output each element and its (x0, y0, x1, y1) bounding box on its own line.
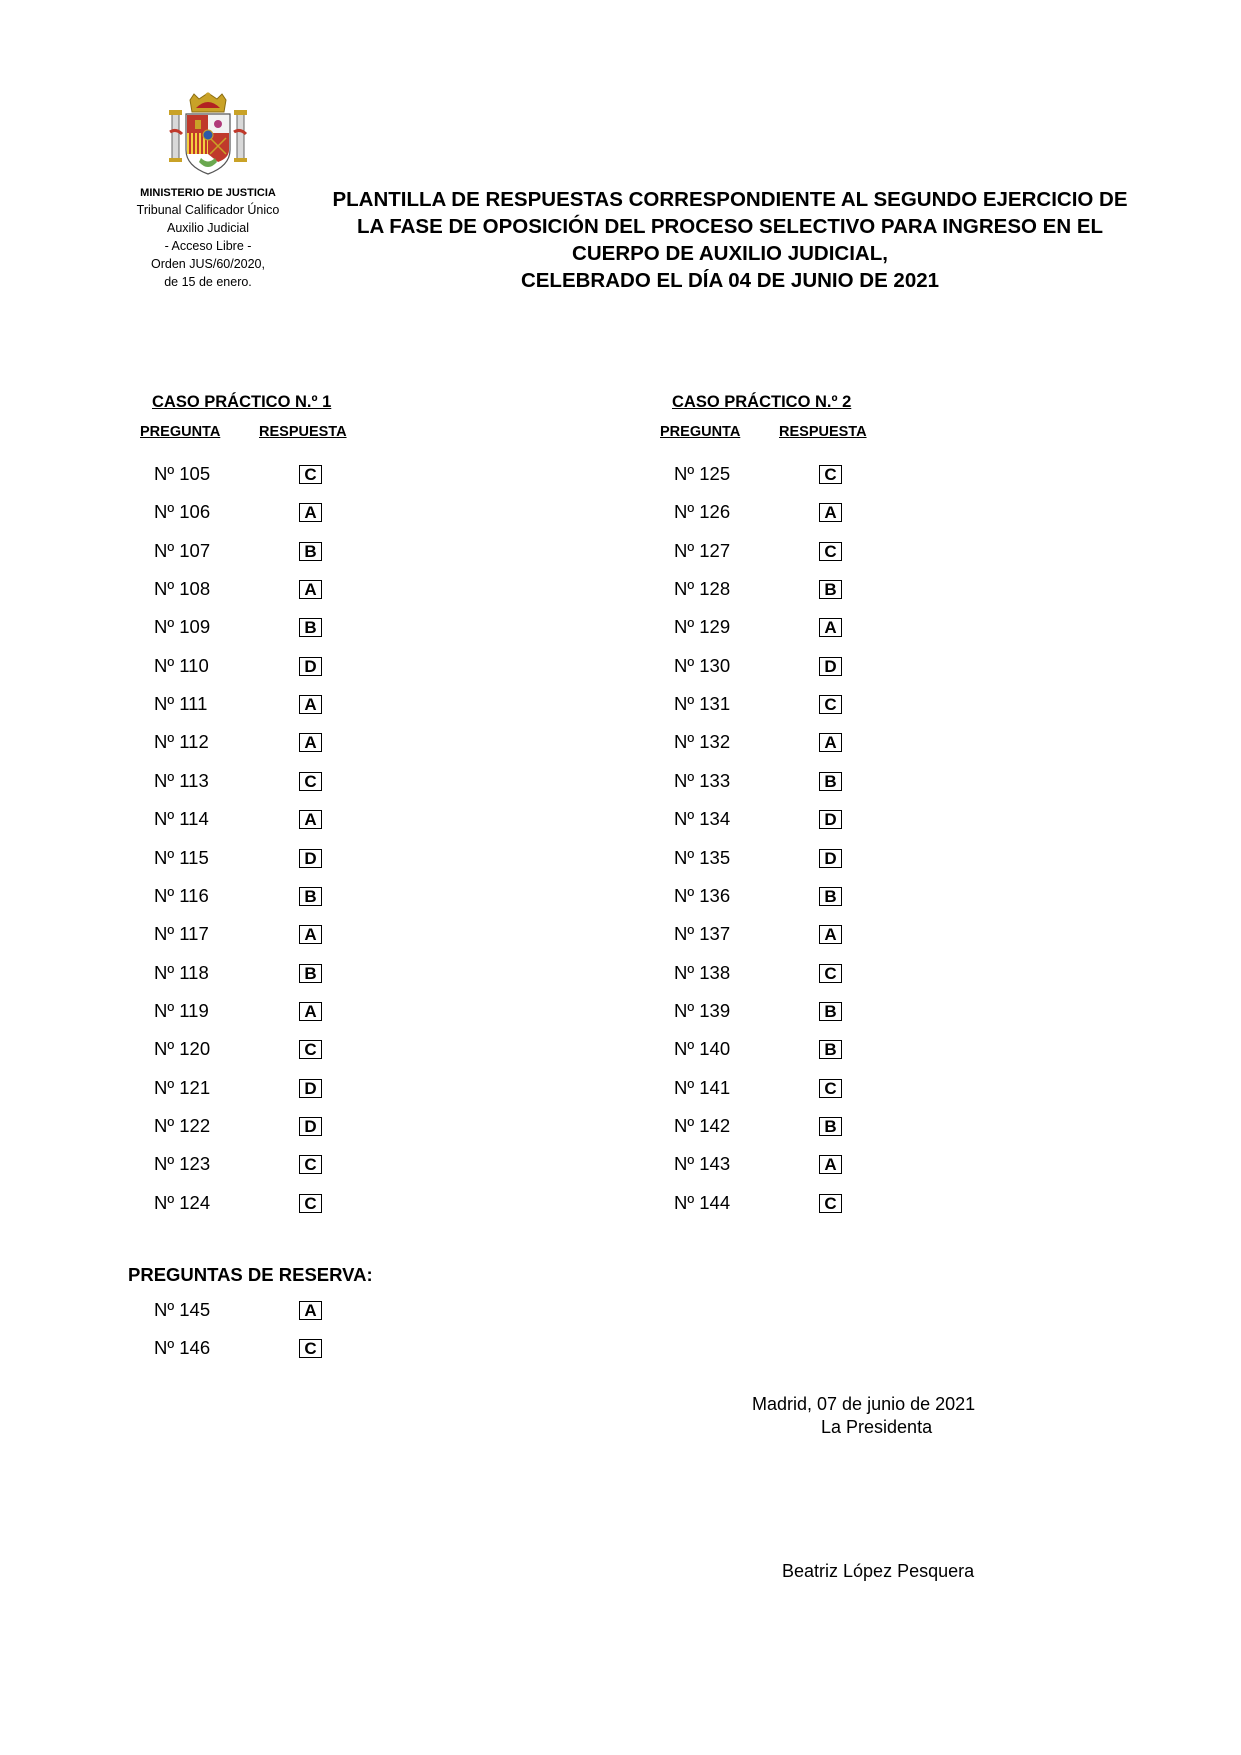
answer-row (640, 953, 940, 991)
question-number: Nº 128 (674, 578, 731, 600)
question-number: Nº 121 (154, 1076, 211, 1098)
answer-letter-box: C (819, 542, 842, 561)
issuer-header (120, 92, 296, 291)
question-number: Nº 141 (674, 1076, 731, 1098)
answer-letter-box: A (299, 925, 322, 944)
answer-letter-box: C (819, 1079, 842, 1098)
answer-row (120, 838, 420, 876)
body-line: Auxilio Judicial (167, 221, 249, 235)
question-number: Nº 131 (674, 693, 731, 715)
question-number: Nº 138 (674, 961, 731, 983)
answer-row (120, 492, 420, 530)
answer-letter-box: A (299, 1301, 322, 1320)
question-number: Nº 132 (674, 731, 731, 753)
answer-row (640, 531, 940, 569)
question-number: Nº 137 (674, 923, 731, 945)
answer-row (640, 914, 940, 952)
place-date: Madrid, 07 de junio de 2021 (752, 1394, 976, 1414)
answer-letter-box: B (299, 887, 322, 906)
answer-row (640, 1068, 940, 1106)
question-number: Nº 116 (154, 884, 209, 906)
question-number: Nº 140 (674, 1038, 731, 1060)
answer-row (640, 492, 940, 530)
question-number: Nº 119 (154, 999, 209, 1021)
question-number: Nº 146 (154, 1337, 211, 1359)
ministry-name: MINISTERIO DE JUSTICIA (140, 187, 276, 199)
coat-of-arms-icon (166, 92, 250, 178)
answer-letter-box: A (299, 1002, 322, 1021)
answer-letter-box: A (299, 503, 322, 522)
question-number: Nº 125 (674, 463, 731, 484)
question-number: Nº 109 (154, 616, 211, 638)
question-number: Nº 117 (154, 923, 209, 945)
answer-letter-box: D (819, 657, 842, 676)
answer-letter-box: A (299, 580, 322, 599)
answer-row (120, 761, 420, 799)
title-line: CUERPO DE AUXILIO JUDICIAL, (572, 242, 888, 265)
question-number: Nº 127 (674, 539, 731, 561)
answer-letter-box: D (299, 1079, 322, 1098)
tribunal-line: Tribunal Calificador Único (136, 203, 280, 217)
answer-row (640, 1183, 940, 1221)
question-number: Nº 113 (154, 769, 209, 791)
answer-row (120, 799, 420, 837)
answer-row (640, 838, 940, 876)
question-number: Nº 123 (154, 1153, 211, 1175)
question-number: Nº 115 (154, 846, 209, 868)
reserve-title: PREGUNTAS DE RESERVA: (128, 1264, 373, 1285)
answer-letter-box: D (819, 849, 842, 868)
answer-letter-box: D (299, 849, 322, 868)
signer-name: Beatriz López Pesquera (782, 1561, 975, 1581)
answer-row (120, 876, 420, 914)
answer-row (640, 722, 940, 760)
signer-role: La Presidenta (821, 1417, 933, 1437)
answer-letter-box: A (299, 733, 322, 752)
question-number: Nº 143 (674, 1153, 731, 1175)
question-number: Nº 145 (154, 1299, 211, 1320)
answer-row (120, 531, 420, 569)
question-number: Nº 136 (674, 884, 731, 906)
question-number: Nº 122 (154, 1114, 211, 1136)
answer-letter-box: C (819, 695, 842, 714)
order-date-line: de 15 de enero. (164, 275, 252, 289)
title-line: CELEBRADO EL DÍA 04 DE JUNIO DE 2021 (520, 269, 940, 292)
answer-row (120, 1144, 420, 1182)
signature-block (752, 1393, 1022, 1439)
answer-row (120, 991, 420, 1029)
answer-letter-box: A (819, 618, 842, 637)
answer-letter-box: C (819, 964, 842, 983)
question-number: Nº 134 (674, 808, 731, 830)
answer-letter-box: B (819, 887, 842, 906)
question-number: Nº 114 (154, 808, 209, 830)
question-number: Nº 110 (154, 654, 209, 676)
question-number: Nº 129 (674, 616, 731, 638)
answer-row (120, 953, 420, 991)
answer-row (120, 454, 420, 492)
answer-row (120, 1029, 420, 1067)
question-column-header: PREGUNTA (140, 424, 221, 440)
question-number: Nº 139 (674, 999, 731, 1021)
answer-row (120, 569, 420, 607)
answer-row (120, 684, 420, 722)
answer-letter-box: D (299, 1117, 322, 1136)
case-title: CASO PRÁCTICO N.º 2 (672, 393, 852, 411)
answer-letter-box: B (819, 1002, 842, 1021)
question-number: Nº 107 (154, 539, 211, 561)
question-number: Nº 118 (154, 961, 209, 983)
answer-letter-box: C (819, 465, 842, 484)
question-number: Nº 106 (154, 501, 211, 523)
question-number: Nº 135 (674, 846, 731, 868)
answer-letter-box: C (299, 1194, 322, 1213)
answer-letter-box: D (819, 810, 842, 829)
answer-row (640, 646, 940, 684)
answer-column-header: RESPUESTA (259, 424, 347, 440)
answer-letter-box: A (819, 925, 842, 944)
question-number: Nº 130 (674, 654, 731, 676)
answer-letter-box: C (299, 1155, 322, 1174)
answer-letter-box: A (299, 810, 322, 829)
answer-row (640, 1029, 940, 1067)
question-number: Nº 133 (674, 769, 731, 791)
title-line: PLANTILLA DE RESPUESTAS CORRESPONDIENTE AL SEGUNDO EJERCICIO DE (332, 188, 1128, 211)
answer-row (640, 607, 940, 645)
answer-row (640, 799, 940, 837)
answer-letter-box: C (299, 1040, 322, 1059)
answer-letter-box: A (819, 503, 842, 522)
order-line: Orden JUS/60/2020, (151, 257, 265, 271)
answer-row (120, 1106, 420, 1144)
answer-row (120, 1183, 420, 1221)
answer-row (640, 1106, 940, 1144)
answer-row (120, 607, 420, 645)
question-number: Nº 108 (154, 578, 211, 600)
answer-letter-box: D (299, 657, 322, 676)
question-number: Nº 124 (154, 1191, 211, 1213)
answer-row (120, 914, 420, 952)
document-title (300, 186, 1160, 294)
answer-letter-box: B (819, 1040, 842, 1059)
answer-letter-box: A (819, 1155, 842, 1174)
answer-letter-box: B (299, 542, 322, 561)
access-line: - Acceso Libre - (164, 239, 252, 253)
answer-row (120, 722, 420, 760)
question-number: Nº 142 (674, 1114, 731, 1136)
question-number: Nº 126 (674, 501, 731, 523)
answer-letter-box: B (819, 1117, 842, 1136)
question-column-header: PREGUNTA (660, 424, 741, 440)
title-line: LA FASE DE OPOSICIÓN DEL PROCESO SELECTIVO PARA INGRESO EN EL (356, 215, 1104, 238)
question-number: Nº 120 (154, 1038, 211, 1060)
question-number: Nº 105 (154, 463, 211, 484)
answer-letter-box: B (819, 580, 842, 599)
answer-row (640, 1144, 940, 1182)
case-title: CASO PRÁCTICO N.º 1 (152, 393, 332, 411)
answer-letter-box: B (819, 772, 842, 791)
answer-letter-box: B (299, 618, 322, 637)
answer-row (640, 454, 940, 492)
answer-letter-box: C (299, 1339, 322, 1358)
question-number: Nº 111 (154, 693, 208, 715)
answer-letter-box: A (299, 695, 322, 714)
answer-row (640, 569, 940, 607)
answer-letter-box: C (299, 465, 322, 484)
answer-row (120, 1290, 420, 1328)
answer-row (640, 761, 940, 799)
answer-row (120, 1068, 420, 1106)
answer-letter-box: C (299, 772, 322, 791)
answer-letter-box: B (299, 964, 322, 983)
answer-letter-box: A (819, 733, 842, 752)
answer-column-header: RESPUESTA (779, 424, 867, 440)
answer-row (640, 876, 940, 914)
answer-row (640, 684, 940, 722)
answer-row (120, 646, 420, 684)
answer-row (120, 1328, 420, 1366)
answer-letter-box: C (819, 1194, 842, 1213)
question-number: Nº 144 (674, 1191, 731, 1213)
answer-row (640, 991, 940, 1029)
question-number: Nº 112 (154, 731, 209, 753)
